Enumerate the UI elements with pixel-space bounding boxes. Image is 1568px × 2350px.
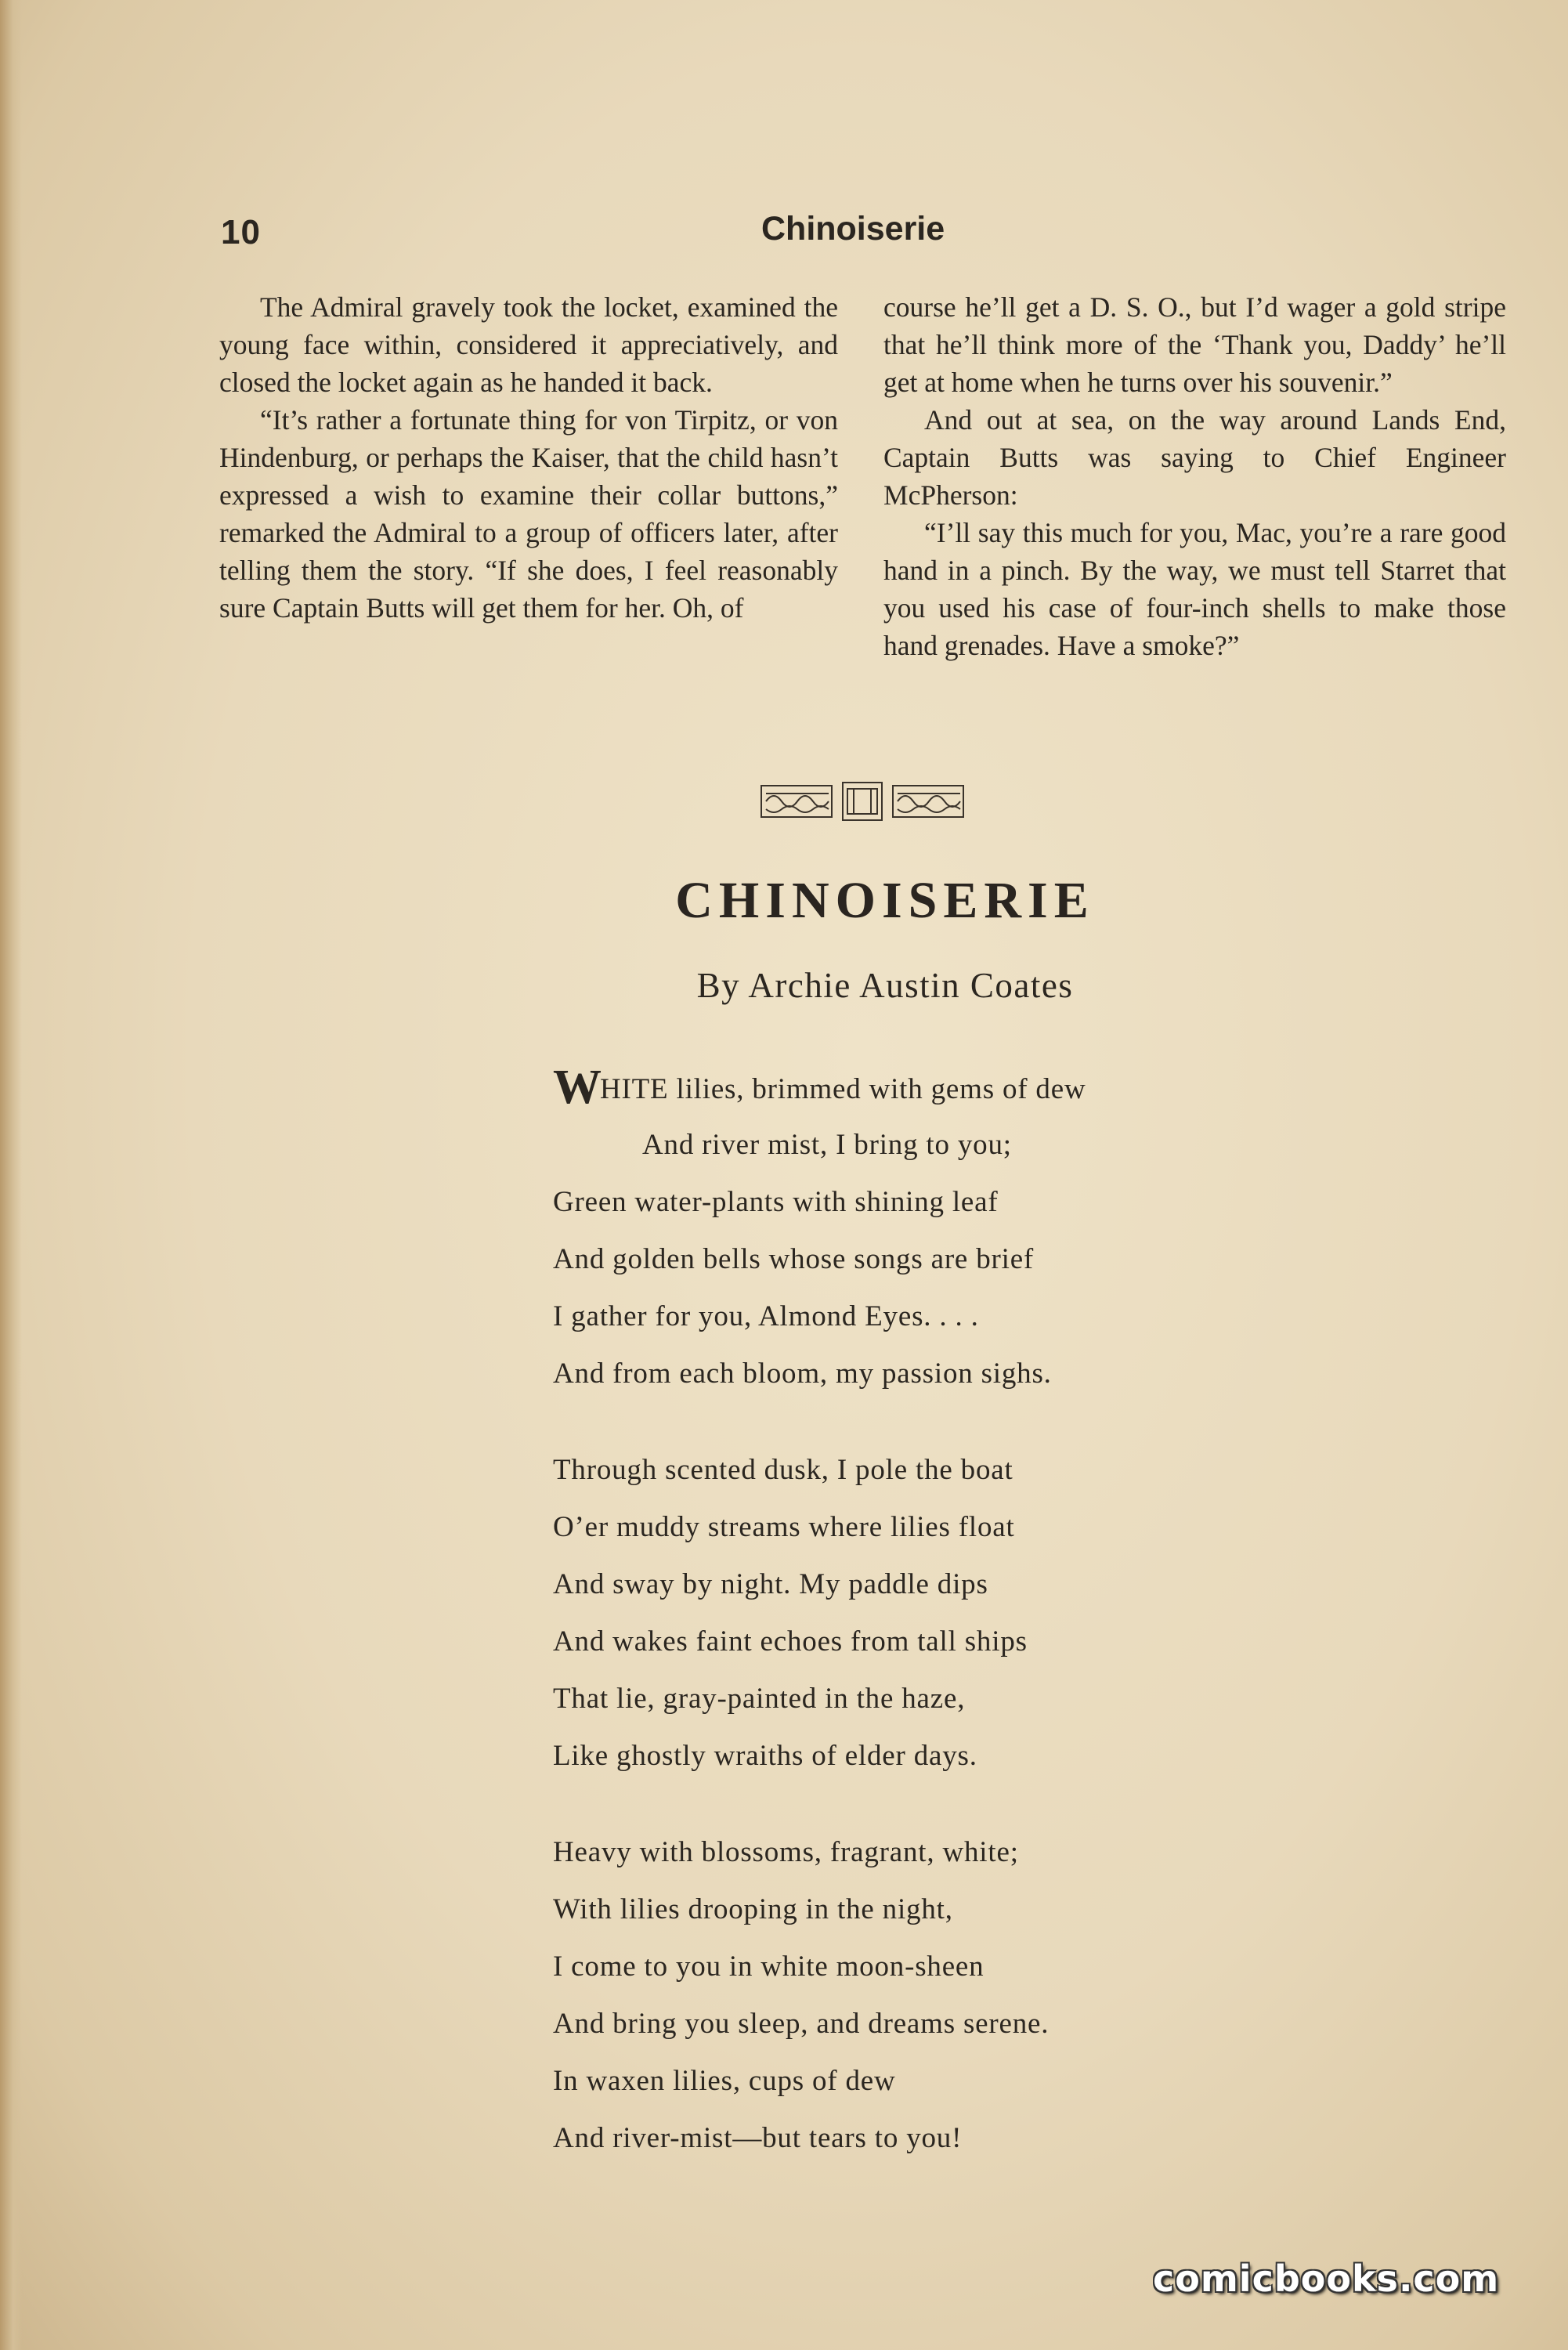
story-column-left <box>219 288 838 627</box>
story-paragraph: The Admiral gravely took the locket, examined the young face within, considered it appreciatively, and closed the locket again as he handed it back. <box>219 291 838 398</box>
poem-line: And river-mist—but tears to you! <box>553 2122 963 2154</box>
story-paragraph-continued: course he’ll get a D. S. O., but I’d wager a gold stripe that he’ll think more of the ‘Thank you, Daddy’ he’ll get at home when he turns over his souvenir.” <box>883 291 1506 398</box>
poem-body <box>553 1059 1493 2206</box>
story-paragraph: “I’ll say this much for you, Mac, you’re a rare good hand in a pinch. By the way, we must tell Starret that you used his case of four-inch shells to make those hand grenades. Have a smoke?” <box>883 517 1506 661</box>
decorative-ornament <box>760 781 965 822</box>
poem-line: I gather for you, Almond Eyes. . . . <box>553 1300 979 1332</box>
poem-line: Green water-plants with shining leaf <box>553 1186 999 1218</box>
poem-line: With lilies drooping in the night, <box>553 1893 953 1925</box>
story-paragraph: “It’s rather a fortunate thing for von Tirpitz, or von Hindenburg, or perhaps the Kaiser, that the child hasn’t expressed a wish to examine their collar buttons,” remarked the Admiral to a group of officers later, after telling them the story. “If she does, I feel reasonably sure Captain Butts will get them for her. Oh, of <box>219 404 838 624</box>
poem-line: Heavy with blossoms, fragrant, white; <box>553 1836 1019 1868</box>
poem-line: And wakes faint echoes from tall ships <box>553 1625 1028 1658</box>
poem-line: And from each bloom, my passion sighs. <box>553 1358 1052 1390</box>
story-column-right <box>883 288 1506 664</box>
poem-line: Through scented dusk, I pole the boat <box>553 1454 1013 1486</box>
drop-cap: W <box>553 1061 598 1114</box>
poem-line <box>553 1059 1493 1116</box>
page-number: 10 <box>221 213 261 251</box>
poem-line: That lie, gray-painted in the haze, <box>553 1683 966 1715</box>
poem-stanza-1 <box>553 1059 1493 1402</box>
poem-line-text: HITE lilies, brimmed with gems of dew <box>600 1073 1086 1105</box>
poem-byline: By Archie Austin Coates <box>696 966 1074 1005</box>
poem-line: I come to you in white moon-sheen <box>553 1950 985 1983</box>
story-paragraph: And out at sea, on the way around Lands End, Captain Butts was saying to Chief Engineer McPherson: <box>883 404 1506 511</box>
poem-line: In waxen lilies, cups of dew <box>553 2065 896 2097</box>
poem-stanza-2 <box>553 1441 1493 1784</box>
poem-line: O’er muddy streams where lilies float <box>553 1511 1015 1543</box>
watermark: comicbooks.com <box>1153 2258 1500 2300</box>
poem-title: CHINOISERIE <box>675 872 1095 929</box>
poem-line: Like ghostly wraiths of elder days. <box>553 1740 977 1772</box>
running-title: Chinoiserie <box>761 210 945 248</box>
page-edge <box>0 0 22 2350</box>
poem-line: And bring you sleep, and dreams serene. <box>553 2008 1050 2040</box>
poem-line: And sway by night. My paddle dips <box>553 1568 988 1600</box>
poem-line: And river mist, I bring to you; <box>642 1129 1012 1161</box>
poem-line: And golden bells whose songs are brief <box>553 1243 1035 1275</box>
poem-stanza-3 <box>553 1824 1493 2167</box>
